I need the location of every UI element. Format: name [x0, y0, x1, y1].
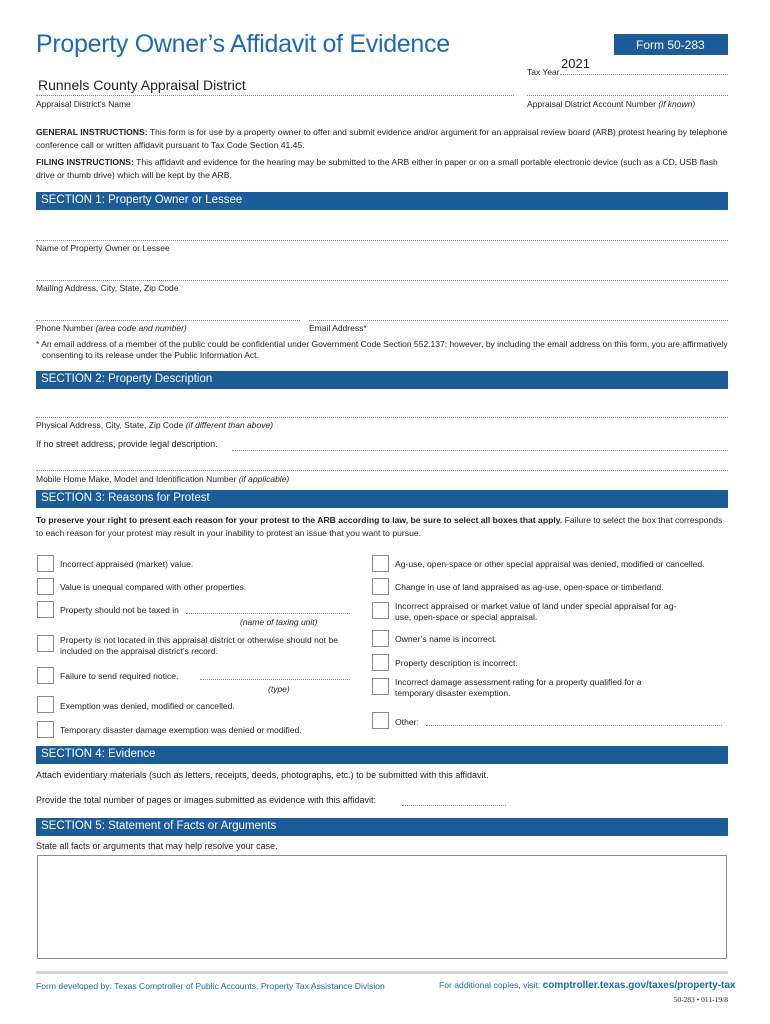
legal-description-label: If no street address, provide legal description.: [36, 439, 218, 449]
section-1-heading: SECTION 1: Property Owner or Lessee: [36, 192, 728, 210]
mobile-home-label: Mobile Home Make, Model and Identification Number (if applicable): [36, 474, 290, 484]
tax-year-field[interactable]: [560, 74, 728, 75]
account-number-label: Appraisal District Account Number (if known): [527, 99, 696, 109]
email-footnote-line2: consenting to its release under the Public Information Act.: [42, 350, 259, 360]
email-field[interactable]: [309, 320, 728, 321]
checkbox-description-incorrect[interactable]: [372, 654, 389, 671]
evidence-pages-field[interactable]: [402, 805, 506, 806]
footer-developed-by: Form developed by: Texas Comptroller of Public Accounts, Property Tax Assistance Division: [36, 981, 385, 991]
phone-label: Phone Number (area code and number): [36, 323, 187, 333]
checkbox-incorrect-special-appraisal[interactable]: [372, 602, 389, 619]
mailing-address-field[interactable]: [36, 280, 728, 281]
checkbox-failure-to-send-notice[interactable]: [37, 667, 54, 684]
option-exemption-denied: Exemption was denied, modified or cancelled.: [60, 701, 235, 711]
notice-type-caption: (type): [268, 684, 290, 694]
owner-name-field[interactable]: [36, 240, 728, 241]
option-change-in-use: Change in use of land appraised as ag-use, open-space or timberland.: [395, 582, 664, 592]
tax-year-value: 2021: [561, 56, 590, 71]
filing-instructions: FILING INSTRUCTIONS: This affidavit and evidence for the hearing may be submitted to the ARB either in paper or on a small portable electronic device (such as a CD, USB flash drive or thumb drive) which will be kept by the ARB.: [36, 157, 718, 180]
option-should-not-be-taxed: Property should not be taxed in: [60, 605, 179, 615]
other-reason-field[interactable]: [426, 725, 722, 726]
taxing-unit-field[interactable]: [186, 613, 350, 614]
checkbox-value-unequal[interactable]: [37, 578, 54, 595]
checkbox-disaster-exemption[interactable]: [37, 721, 54, 738]
footer-copies: For additional copies, visit: comptroller.texas.gov/taxes/property-tax: [439, 980, 736, 991]
physical-address-field[interactable]: [36, 417, 728, 418]
evidence-attach-text: Attach evidentiary materials (such as letters, receipts, deeds, photographs, etc.) to be submitted with this affidavit.: [36, 770, 489, 780]
tax-year-label: Tax Year: [527, 67, 560, 77]
option-description-incorrect: Property description is incorrect.: [395, 658, 518, 668]
footer-form-code: 50-283 • 011-19/8: [673, 995, 728, 1004]
option-value-unequal: Value is unequal compared with other properties.: [60, 582, 247, 592]
option-damage-assessment: Incorrect damage assessment rating for a property qualified for a temporary disaster exemption.: [395, 677, 642, 698]
option-ag-use-denied: Ag-use, open-space or other special appraisal was denied, modified or cancelled.: [395, 559, 705, 569]
section-5-heading: SECTION 5: Statement of Facts or Arguments: [36, 818, 728, 836]
checkbox-damage-assessment[interactable]: [372, 678, 389, 695]
section-4-heading: SECTION 4: Evidence: [36, 746, 728, 764]
section-2-heading: SECTION 2: Property Description: [36, 371, 728, 389]
statement-textarea[interactable]: [37, 855, 727, 959]
option-owner-name-incorrect: Owner’s name is incorrect.: [395, 634, 497, 644]
form-title: Property Owner’s Affidavit of Evidence: [36, 30, 450, 58]
owner-name-label: Name of Property Owner or Lessee: [36, 243, 170, 253]
physical-address-label: Physical Address, City, State, Zip Code (if different than above): [36, 420, 274, 430]
comptroller-link[interactable]: comptroller.texas.gov/taxes/property-tax: [542, 980, 736, 991]
option-incorrect-appraised-value: Incorrect appraised (market) value.: [60, 559, 194, 569]
option-incorrect-special-appraisal: Incorrect appraised or market value of land under special appraisal for ag-use, open-space or special appraisal.: [395, 601, 677, 622]
checkbox-should-not-be-taxed[interactable]: [37, 601, 54, 618]
checkbox-other[interactable]: [372, 712, 389, 729]
checkbox-change-in-use[interactable]: [372, 578, 389, 595]
option-disaster-exemption: Temporary disaster damage exemption was denied or modified.: [60, 725, 302, 735]
option-not-in-district: Property is not located in this appraisal district or otherwise should not be included on the appraisal district’s record.: [60, 635, 339, 656]
checkbox-not-in-district[interactable]: [37, 635, 54, 652]
mobile-home-field[interactable]: [36, 470, 728, 471]
account-number-field[interactable]: [527, 95, 728, 96]
district-name-field[interactable]: [36, 95, 514, 96]
checkbox-ag-use-denied[interactable]: [372, 555, 389, 572]
checkbox-exemption-denied[interactable]: [37, 696, 54, 713]
checkbox-incorrect-appraised-value[interactable]: [37, 555, 54, 572]
email-footnote-line1: * An email address of a member of the public could be confidential under Government Code Section 552.137; however, by including the email address on this form, you are affirmatively: [36, 339, 728, 349]
section-3-intro: To preserve your right to present each reason for your protest to the ARB according to law, be sure to select all boxes that apply. Failure to select the box that corresponds to each reason for your protest may result in your inability to protest an issue that you want to pursue.: [36, 515, 723, 538]
notice-type-field[interactable]: [200, 679, 350, 680]
option-failure-to-send-notice: Failure to send required notice.: [60, 671, 179, 681]
phone-field[interactable]: [36, 320, 300, 321]
district-name-value: Runnels County Appraisal District: [38, 77, 246, 93]
district-name-label: Appraisal District’s Name: [36, 99, 131, 109]
general-instructions: GENERAL INSTRUCTIONS: This form is for use by a property owner to offer and submit evidence and/or argument for an appraisal review board (ARB) protest hearing by telephone conference call or written affidavit pursuant to Tax Code Section 41.45.: [36, 127, 728, 150]
taxing-unit-caption: (name of taxing unit): [240, 617, 318, 627]
checkbox-owner-name-incorrect[interactable]: [372, 630, 389, 647]
option-other: Other:: [395, 717, 419, 727]
legal-description-field[interactable]: [232, 450, 728, 451]
statement-prompt: State all facts or arguments that may help resolve your case.: [36, 841, 278, 851]
email-label: Email Address*: [309, 323, 367, 333]
form-number-badge: Form 50-283: [614, 34, 728, 55]
footer-rule: [36, 971, 728, 974]
section-3-heading: SECTION 3: Reasons for Protest: [36, 490, 728, 508]
mailing-address-label: Mailing Address, City, State, Zip Code: [36, 283, 179, 293]
evidence-pages-text: Provide the total number of pages or images submitted as evidence with this affidavit:: [36, 795, 377, 805]
